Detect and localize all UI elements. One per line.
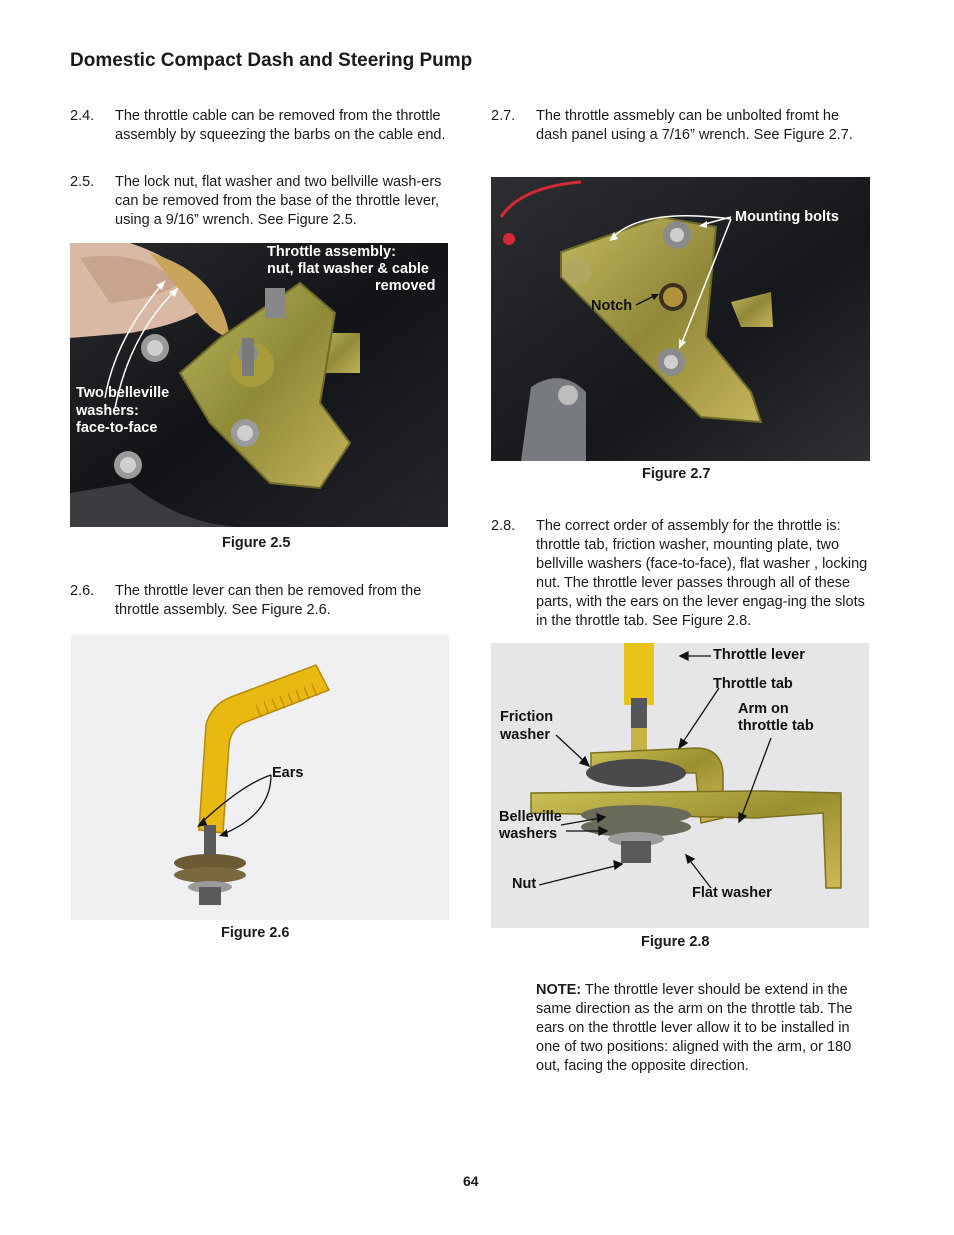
page-number: 64 <box>463 1173 479 1189</box>
step-text: The correct order of assembly for the throttle is: throttle tab, friction washer, mounting plate, two bellville washers (face-to-face), flat washer , locking nut. The throttle lever passes through all of these parts, with the ears on the lever engag-ing the slots in the throttle tab. See Figure 2.8. <box>536 518 868 629</box>
figure-2-5-photo <box>70 243 448 527</box>
step-2-6 <box>70 582 450 620</box>
figure-2-7-caption: Figure 2.7 <box>642 466 711 482</box>
label-friction: Friction <box>500 709 554 725</box>
note-label: NOTE: <box>536 982 582 998</box>
figure-2-5-caption: Figure 2.5 <box>222 535 291 551</box>
label-mounting-bolts: Mounting bolts <box>735 209 839 225</box>
label-nut-flat-washer: nut, flat washer & cable <box>267 261 429 277</box>
step-text: The lock nut, flat washer and two bellville wash-ers can be removed from the base of the throttle lever, using a 9/16” wrench. See Figure 2.5. <box>115 174 442 228</box>
figure-2-6-photo <box>71 635 449 920</box>
step-number: 2.7. <box>491 108 516 124</box>
figure-2-8-caption: Figure 2.8 <box>641 934 710 950</box>
step-2-4 <box>70 107 450 145</box>
step-2-8 <box>491 517 876 631</box>
step-number: 2.4. <box>70 108 95 124</box>
label-arm-on: Arm on <box>738 701 789 717</box>
label-belleville: Belleville <box>499 809 562 825</box>
label-friction-washer: washer <box>500 727 550 743</box>
label-two-belleville: Two belleville <box>76 385 170 401</box>
figure-2-6-caption: Figure 2.6 <box>221 925 290 941</box>
step-text: The throttle lever can then be removed from the throttle assembly. See Figure 2.6. <box>115 583 422 618</box>
label-ears: Ears <box>272 765 304 781</box>
step-number: 2.8. <box>491 518 516 534</box>
step-2-7 <box>491 107 871 145</box>
label-arm-throttle-tab: throttle tab <box>738 718 814 734</box>
label-throttle-assembly: Throttle assembly: <box>267 244 396 260</box>
note-text: The throttle lever should be extend in the same direction as the arm on the throttle tab. The ears on the throttle lever allow it to be installed in one of two positions: aligned with the arm, or 180 out, facing the opposite direction. <box>536 982 853 1074</box>
label-removed: removed <box>375 278 436 294</box>
label-throttle-tab: Throttle tab <box>713 676 793 692</box>
page-title: Domestic Compact Dash and Steering Pump <box>70 50 473 71</box>
label-flat-washer: Flat washer <box>692 885 772 901</box>
figure-2-7-photo <box>491 177 870 461</box>
note-paragraph <box>536 981 876 1076</box>
label-nut: Nut <box>512 876 537 892</box>
label-washers: washers: <box>76 403 139 419</box>
step-2-5 <box>70 173 450 230</box>
step-number: 2.5. <box>70 174 95 190</box>
step-number: 2.6. <box>70 583 95 599</box>
figure-2-8-photo <box>491 643 869 928</box>
step-text: The throttle assmebly can be unbolted fromt he dash panel using a 7/16” wrench. See Figure 2.7. <box>536 108 853 143</box>
label-throttle-lever: Throttle lever <box>713 647 805 663</box>
label-face-to-face: face-to-face <box>76 420 158 436</box>
label-notch: Notch <box>591 298 633 314</box>
step-text: The throttle cable can be removed from the throttle assembly by squeezing the barbs on the cable end. <box>115 108 446 143</box>
label-belleville-washers: washers <box>499 826 558 842</box>
